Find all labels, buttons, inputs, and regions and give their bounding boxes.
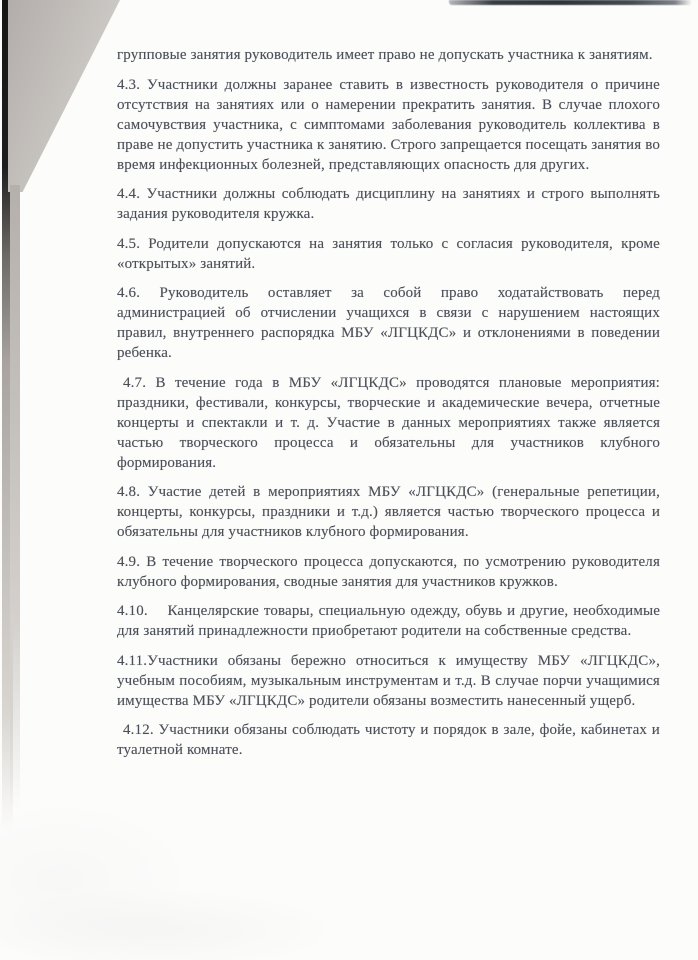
paragraph-4-8: 4.8. Участие детей в мероприятиях МБУ «ЛГЦКДС» (генеральные репетиции, концерты, конкурсы, праздники и т.д.) является частью творческого процесса и обязательны для участников клубного формирования. bbox=[117, 484, 660, 540]
document-text-column bbox=[117, 45, 660, 770]
paragraph-4-10: 4.10. Канцелярские товары, специальную одежду, обувь и другие, необходимые для занятий принадлежности приобретают родители на собственные средства. bbox=[117, 603, 660, 639]
scan-fold-top-left bbox=[8, 0, 120, 192]
paragraph-4-11: 4.11.Участники обязаны бережно относиться к имуществу МБУ «ЛГЦКДС», учебным пособиям, музыкальным инструментам и т.д. В случае порчи учащимися имущества МБУ «ЛГЦКДС» родители обязаны возместить нанесенный ущерб. bbox=[117, 652, 660, 709]
paragraph-continuation: групповые занятия руководитель имеет право не допускать участника к занятиям. bbox=[117, 47, 653, 63]
paragraph-4-3: 4.3. Участники должны заранее ставить в известность руководителя о причине отсутствия на занятиях или о намерении прекратить занятия. В случае плохого самочувствия участника, с симптомами заболевания руководитель коллектива в праве не допустить участника к занятию. Строго запрещается посещать занятия во время инфекционных болезней, представляющих опасность для других. bbox=[117, 76, 660, 173]
paragraph-4-4: 4.4. Участники должны соблюдать дисциплину на занятиях и строго выполнять задания руководителя кружка. bbox=[117, 186, 660, 222]
paragraph-4-5: 4.5. Родители допускаются на занятия только с согласия руководителя, кроме «открытых» занятий. bbox=[117, 235, 660, 272]
scan-fold-strip bbox=[10, 185, 20, 810]
paragraph-4-7: 4.7. В течение года в МБУ «ЛГЦКДС» проводятся плановые мероприятия: праздники, фестивали, конкурсы, творческие и академические вечера, отчетные концерты и спектакли и т. д. Участие в данных мероприятиях также является частью творческого процесса и обязательны для участников клубного формирования. bbox=[117, 374, 660, 471]
paragraph-4-9: 4.9. В течение творческого процесса допускаются, по усмотрению руководителя клубного формирования, сводные занятия для участников кружков. bbox=[117, 553, 660, 590]
paragraph-4-6: 4.6. Руководитель оставляет за собой право ходатайствовать перед администрацией об отчислении учащихся в связи с нарушением настоящих правил, внутреннего распорядка МБУ «ЛГЦКДС» и отклонениями в поведении ребенка. bbox=[117, 285, 660, 361]
paragraph-4-12: 4.12. Участники обязаны соблюдать чистоту и порядок в зале, фойе, кабинетах и туалетной комнате. bbox=[117, 722, 660, 758]
scanner-bed-edge-top-right bbox=[449, 0, 692, 5]
